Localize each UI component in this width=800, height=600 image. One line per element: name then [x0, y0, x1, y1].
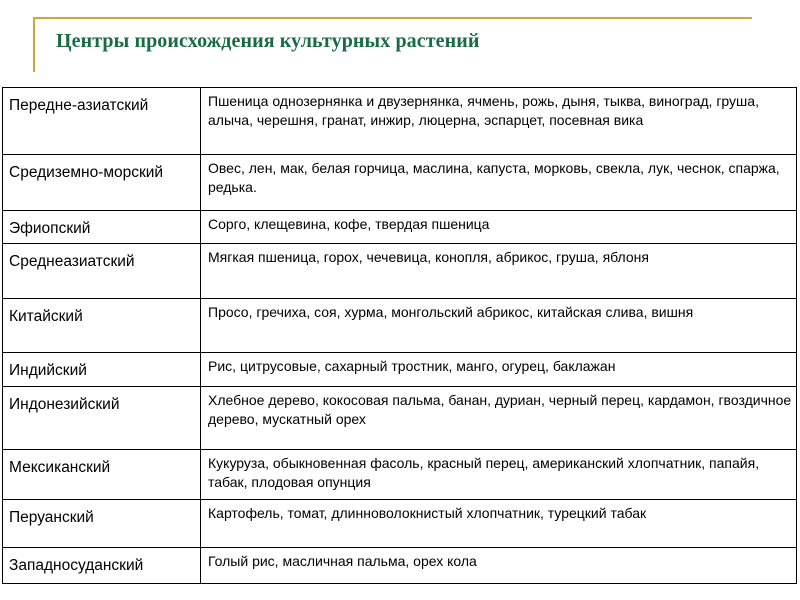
- region-cell: Перуанский: [3, 500, 201, 548]
- region-cell: Передне-азиатский: [3, 88, 201, 155]
- plants-cell: Картофель, томат, длинноволокнистый хлопчатник, турецкий табак: [201, 500, 797, 548]
- plants-cell: Овес, лен, мак, белая горчица, маслина, капуста, морковь, свекла, лук, чеснок, спаржа, редька.: [201, 155, 797, 211]
- plants-cell: Кукуруза, обыкновенная фасоль, красный перец, американский хлопчатник, папайя, табак, плодовая опунция: [201, 450, 797, 500]
- region-cell: Среднеазиатский: [3, 244, 201, 299]
- region-cell: Индонезийский: [3, 387, 201, 450]
- table-row: [3, 88, 797, 155]
- table-row: [3, 500, 797, 548]
- decorative-top-line: [33, 17, 752, 19]
- table-row: [3, 155, 797, 211]
- decorative-left-line: [33, 17, 35, 72]
- plants-cell: Голый рис, масличная пальма, орех кола: [201, 548, 797, 584]
- plants-cell: Пшеница однозернянка и двузернянка, ячмень, рожь, дыня, тыква, виноград, груша, алыча, черешня, гранат, инжир, люцерна, эспарцет, посевная вика: [201, 88, 797, 155]
- region-cell: Западносуданский: [3, 548, 201, 584]
- page-title: Центры происхождения культурных растений: [56, 30, 480, 52]
- table-row: [3, 211, 797, 244]
- region-cell: Мексиканский: [3, 450, 201, 500]
- table-row: [3, 244, 797, 299]
- plants-cell: Мягкая пшеница, горох, чечевица, конопля, абрикос, груша, яблоня: [201, 244, 797, 299]
- plants-cell: Хлебное дерево, кокосовая пальма, банан, дуриан, черный перец, кардамон, гвоздичное дерево, мускатный орех: [201, 387, 797, 450]
- origin-centers-table: [2, 87, 797, 584]
- region-cell: Китайский: [3, 299, 201, 353]
- plants-cell: Сорго, клещевина, кофе, твердая пшеница: [201, 211, 797, 244]
- table-row: [3, 387, 797, 450]
- region-cell: Индийский: [3, 353, 201, 387]
- plants-cell: Рис, цитрусовые, сахарный тростник, манго, огурец, баклажан: [201, 353, 797, 387]
- table-row: [3, 353, 797, 387]
- region-cell: Средиземно-морский: [3, 155, 201, 211]
- table-row: [3, 548, 797, 584]
- plants-cell: Просо, гречиха, соя, хурма, монгольский абрикос, китайская слива, вишня: [201, 299, 797, 353]
- table-row: [3, 299, 797, 353]
- table-row: [3, 450, 797, 500]
- region-cell: Эфиопский: [3, 211, 201, 244]
